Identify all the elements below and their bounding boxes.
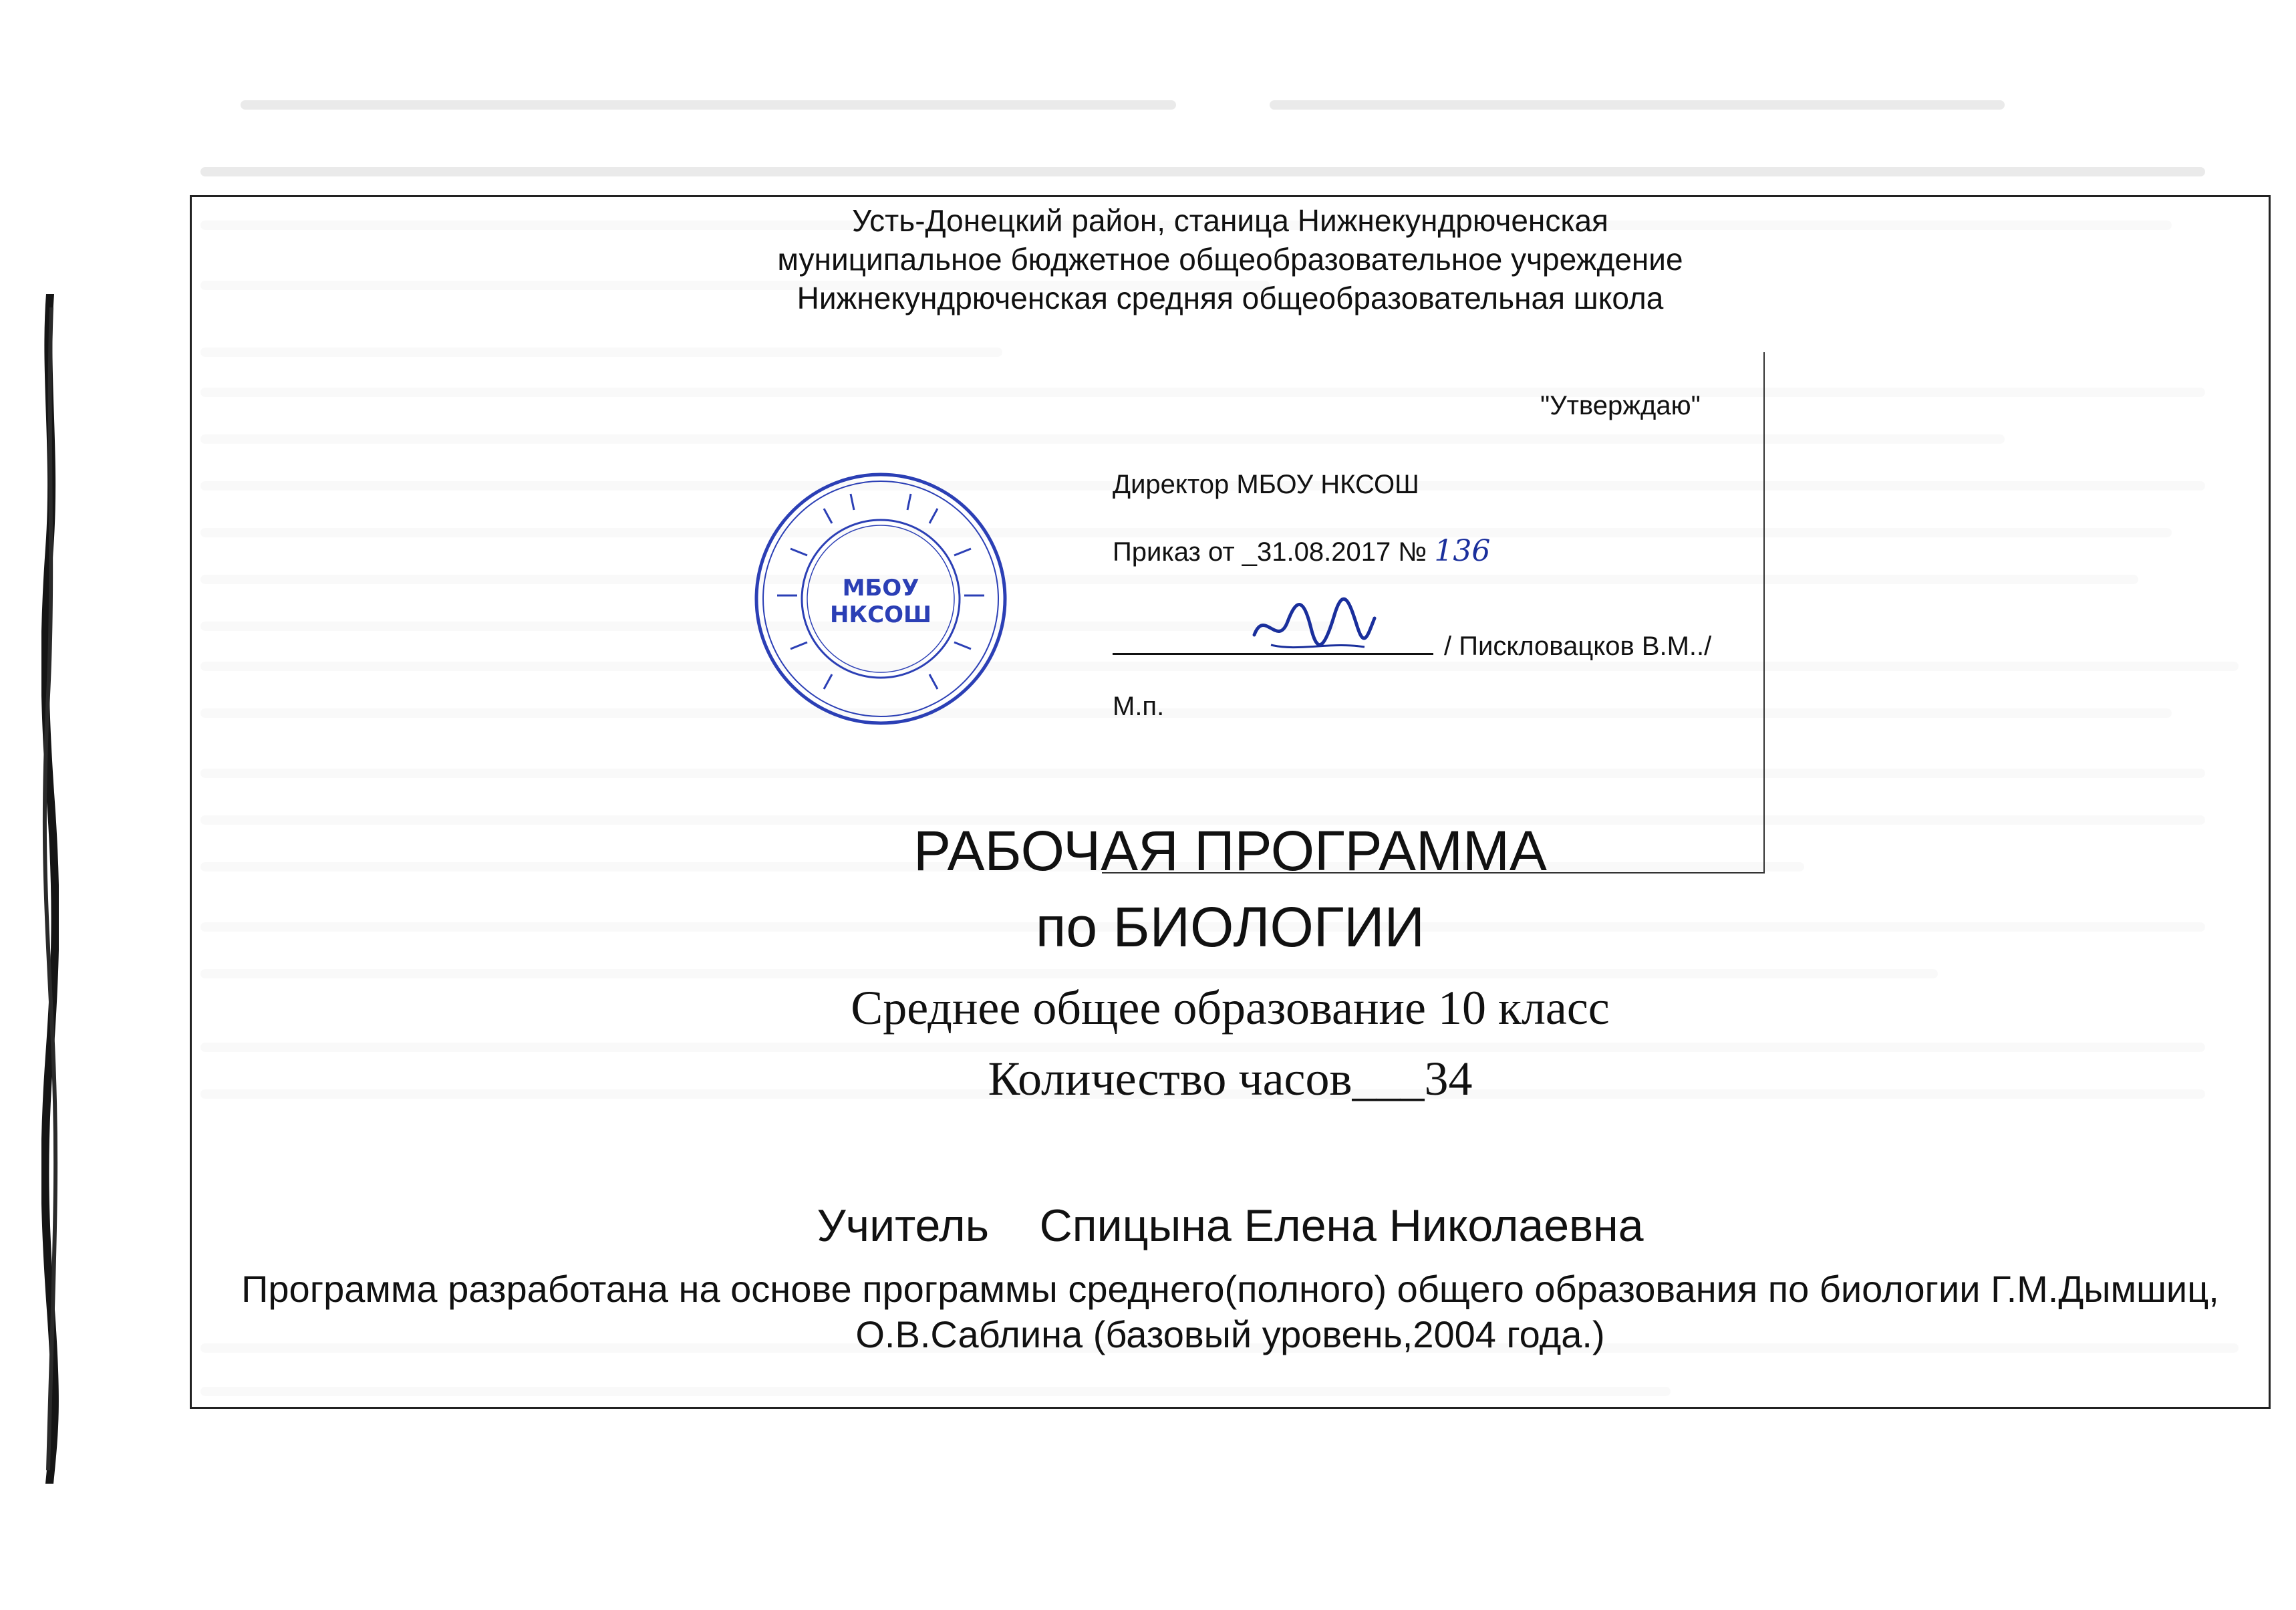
district-line: Усть-Донецкий район, станица Нижнекундрюченская: [852, 203, 1608, 238]
approval-director: Директор МБОУ НКСОШ: [1113, 470, 1419, 499]
school-header: [192, 201, 2269, 317]
document-subject: по БИОЛОГИИ: [1035, 896, 1425, 958]
teacher-name: Учитель Спицына Елена Николаевна: [817, 1200, 1644, 1251]
education-level: Среднее общее образование 10 класс: [851, 981, 1610, 1035]
stamp-center-line1: МБОУ: [842, 575, 919, 601]
approval-order-number: 136: [1434, 534, 1491, 568]
approval-order-text: Приказ от _31.08.2017 №: [1113, 537, 1427, 567]
approval-mp: М.п.: [1113, 692, 1165, 721]
approval-signer: / Пискловацков В.М../: [1444, 632, 1712, 661]
approval-order: [1113, 534, 1490, 568]
thread-binding: [41, 294, 59, 1484]
title-page-frame: [190, 195, 2271, 1409]
approval-frame: [1102, 352, 1765, 874]
school-name-line: Нижнекундрюченская средняя общеобразовательная школа: [797, 281, 1664, 315]
program-basis: Программа разработана на основе программы среднего(полного) общего образования по биологии Г.М.Дымшиц, О.В.Саблина (базовый уровень,2004 года.): [241, 1268, 2219, 1355]
approval-signature-line: [1113, 632, 1711, 662]
school-seal-stamp: [750, 468, 1011, 729]
director-signature: [1251, 588, 1378, 668]
institution-type-line: муниципальное бюджетное общеобразовательное учреждение: [777, 242, 1683, 277]
approval-title: "Утверждаю": [1540, 391, 1701, 420]
document-title: РАБОЧАЯ ПРОГРАММА: [913, 819, 1547, 882]
hours-count: Количество часов___34: [988, 1052, 1473, 1105]
stamp-center-line2: НКСОШ: [829, 601, 932, 628]
